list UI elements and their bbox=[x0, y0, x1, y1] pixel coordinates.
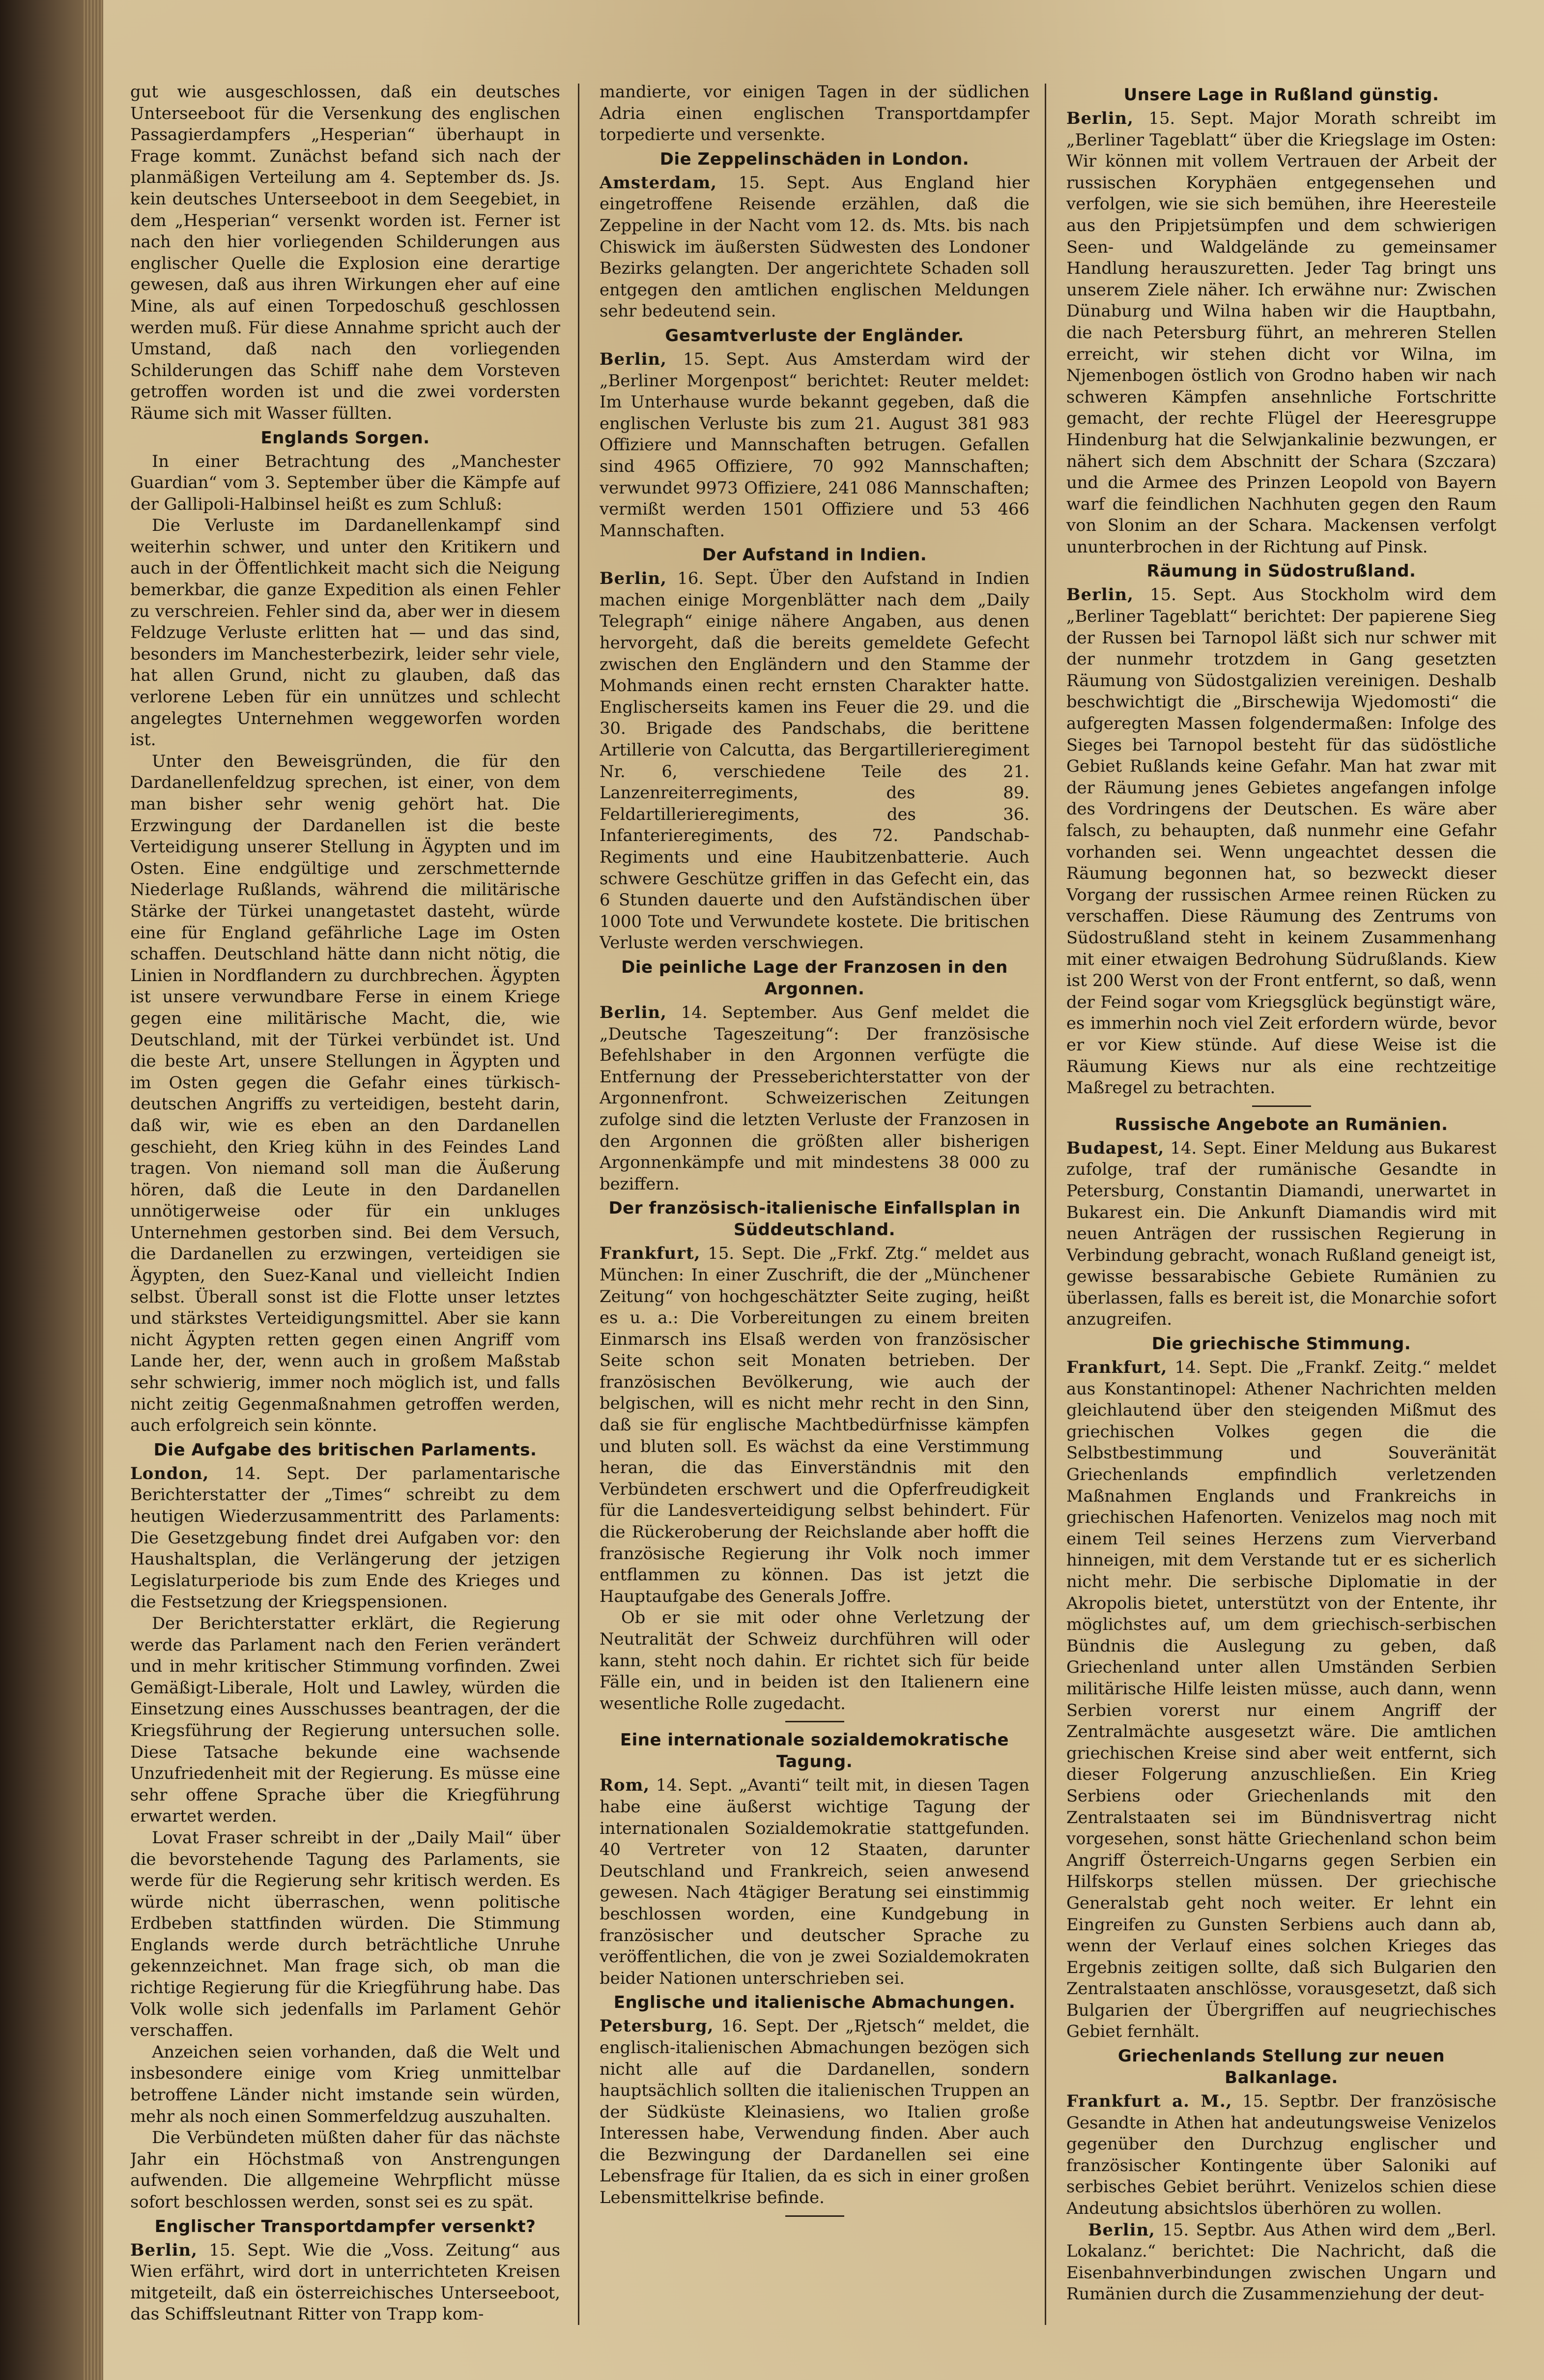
article-paragraph bbox=[600, 1774, 1029, 1989]
dateline: Frankfurt, bbox=[1066, 1357, 1168, 1377]
article-paragraph bbox=[130, 751, 560, 1436]
article-paragraph bbox=[600, 1607, 1029, 1714]
article-headline: Englischer Transportdampfer versenkt? bbox=[154, 2216, 536, 2236]
article-paragraph bbox=[130, 451, 560, 515]
article-paragraph bbox=[130, 81, 560, 424]
dateline: Petersburg, bbox=[600, 2016, 714, 2036]
dateline: Frankfurt a. M., bbox=[1066, 2091, 1232, 2111]
article-paragraph bbox=[1066, 1137, 1496, 1330]
paragraph-text: 15. Septbr. Der französische Gesandte in Athen hat andeutungsweise Venizelos gegenüber den Durchzug englischer und französischer Kontingente über Saloniki auf serbisches Gebiet berührt. Venizelos schien diese Andeutung absichtslos überhören zu wollen. bbox=[1066, 2091, 1496, 2218]
article-paragraph bbox=[1066, 1357, 1496, 2042]
paragraph-text: 15. Septbr. Aus Athen wird dem „Berl. Lokalanz.“ berichtet: Die Nachricht, daß die Eisenbahnverbindungen zwischen Ungarn und Rumänien durch die Zusammenziehung der deut- bbox=[1066, 2220, 1496, 2304]
article-headline: Eine internationale sozialdemokratische Tagung. bbox=[620, 1730, 1009, 1772]
dateline: Berlin, bbox=[600, 348, 667, 369]
section-separator bbox=[785, 1721, 844, 1722]
dateline: Berlin, bbox=[1066, 584, 1134, 605]
column-1 bbox=[130, 81, 560, 2337]
article-headline: Der französisch-italienische Einfallsplan in Süddeutschland. bbox=[608, 1198, 1021, 1240]
paragraph-text: 15. Sept. Wie die „Voss. Zeitung“ aus Wien erfährt, wird dort in unterrichteten Kreisen mitgeteilt, daß ein österreichisches Unterseeboot, das Schiffsleutnant Ritter von Trapp kom- bbox=[130, 2240, 560, 2324]
dateline: Berlin, bbox=[130, 2239, 198, 2260]
article-headline: Russische Angebote an Rumänien. bbox=[1115, 1114, 1448, 1134]
article-headline: Englands Sorgen. bbox=[260, 428, 430, 448]
article-paragraph bbox=[600, 1002, 1029, 1194]
article-paragraph bbox=[1066, 108, 1496, 557]
article-paragraph bbox=[600, 348, 1029, 541]
paragraph-text: 14. Sept. Der parlamentarische Berichterstatter der „Times“ schreibt zu dem heutigen Wiederzusammentritt des Parlaments: Die Gesetzgebung findet drei Aufgaben vor: den Haushaltsplan, die Verlängerung der jetzigen Legislaturperiode bis zum Ende des Krieges und die Festsetzung der Kriegspensionen. bbox=[130, 1463, 560, 1612]
paragraph-text: Unter den Beweisgründen, die für den Dardanellenfeldzug sprechen, ist einer, von dem man bisher sehr wenig gehört hat. Die Erzwingung der Dardanellen ist die beste Verteidigung unserer Stellung in Ägypten und im Osten. Eine endgültige und zerschmetternde Niederlage Rußlands, während die militärische Stärke der Türkei unangetastet dasteht, würde eine für England gefährliche Lage im Osten schaffen. Deutschland hätte dann nicht nötig, die Linien in Nordflandern zu durchbrechen. Ägypten ist unsere verwundbare Ferse in einem Kriege gegen eine militärische Macht, die, wie Deutschland, mit der Türkei verbündet ist. Und die beste Art, unsere Stellungen in Ägypten und im Osten gegen die Gefahr eines türkisch-deutschen Angriffs zu verteidigen, besteht darin, daß wir, wie es eben an den Dardanellen geschieht, den Krieg kühn in des Feindes Land tragen. Von niemand soll man die Äußerung hören, daß die Leute in den Dardanellen unnötigerweise oder für ein unkluges Unternehmen gestorben sind. Bei dem Versuch, die Dardanellen zu erzwingen, verteidigen sie Ägypten, den Suez-Kanal und vielleicht Indien selbst. Überall sonst ist die Flotte unser letztes und stärkstes Verteidigungsmittel. Aber sie kann nicht Ägypten retten gegen einen Angriff vom Lande her, der, wenn auch in großem Maßstab sehr schwierig, immer noch möglich ist, und falls nicht zeitig Gegenmaßnahmen getroffen werden, auch erfolgreich sein könnte. bbox=[130, 751, 560, 1435]
column-rule bbox=[1045, 84, 1046, 2325]
dateline: Budapest, bbox=[1066, 1137, 1165, 1158]
dateline: Amsterdam, bbox=[600, 172, 717, 192]
article-headline: Die griechische Stimmung. bbox=[1151, 1334, 1411, 1354]
article-headline: Die Zeppelinschäden in London. bbox=[659, 149, 970, 169]
article-headline: Räumung in Südostrußland. bbox=[1146, 561, 1416, 581]
paragraph-text: Die Verluste im Dardanellenkampf sind weiterhin schwer, und unter den Kritikern und auch in der Öffentlichkeit macht sich die Neigung bemerkbar, die ganze Expedition als einen Fehler zu verschreien. Fehler sind da, aber wer in diesem Feldzuge Verluste erlitten hat — und das sind, besonders im Manchesterbezirk, leider sehr viele, hat allen Grund, nicht zu glauben, daß das verlorene Leben für ein unnützes und schlecht angelegtes Unternehmen weggeworfen worden ist. bbox=[130, 516, 560, 750]
article-paragraph bbox=[130, 2041, 560, 2127]
article-paragraph bbox=[1066, 2090, 1496, 2219]
article-headline: Der Aufstand in Indien. bbox=[702, 545, 927, 565]
dateline: Berlin, bbox=[600, 568, 667, 588]
paragraph-text: 14. Sept. „Avanti“ teilt mit, in diesen Tagen habe eine äußerst wichtige Tagung der internationalen Sozialdemokratie stattgefunden. 40 Vertreter von 12 Staaten, darunter Deutschland und Frankreich, seien anwesend gewesen. Nach 4tägiger Beratung sei einstimmig beschlossen worden, eine Kundgebung in französischer und deutscher Sprache zu veröffentlichen, die von je zwei Sozialdemokraten beider Nationen unterschrieben sei. bbox=[600, 1775, 1029, 1988]
section-separator bbox=[1252, 1105, 1311, 1107]
article-paragraph bbox=[600, 568, 1029, 954]
column-rule bbox=[578, 84, 579, 2325]
paragraph-text: 15. Sept. Aus Stockholm wird dem „Berliner Tageblatt“ berichtet: Der papierene Sieg der Russen bei Tarnopol läßt sich nur schwer mit der nunmehr trotzdem in Gang gesetzten Räumung von Südostgalizien vereinigen. Deshalb beschwichtigt die „Birschewija Wjedomosti“ die aufgeregten Massen folgendermaßen: Infolge des Sieges bei Tarnopol besteht für das südöstliche Gebiet Rußlands keine Gefahr. Man hat zwar mit der Räumung jenes Gebietes angefangen infolge des Vordringens der Deutschen. Es wäre aber falsch, zu behaupten, daß nunmehr eine Gefahr vorhanden sei. Wenn ungeachtet dessen die Räumung begonnen hat, so bezweckt dieser Vorgang der russischen Armee reinen Rücken zu verschaffen. Diese Räumung des Zentrums von Südostrußland steht in keinem Zusammenhang mit einer etwaigen Bedrohung Südrußlands. Kiew ist 200 Werst von der Front entfernt, so daß, wenn der Feind sogar vom Kriegsglück begünstigt wäre, es immerhin noch viel Zeit erfordern würde, bevor er vor Kiew stünde. Auf diese Weise ist die Räumung Kiews nur als eine rechtzeitige Maßregel zu betrachten. bbox=[1066, 585, 1496, 1098]
column-3 bbox=[1066, 81, 1496, 2337]
dateline: Rom, bbox=[600, 1775, 650, 1795]
article-paragraph bbox=[600, 81, 1029, 145]
paragraph-text: gut wie ausgeschlossen, daß ein deutsches Unterseeboot für die Versenkung des englischen Passagierdampfers „Hesperian“ überhaupt in Frage kommt. Zunächst befand sich nach der planmäßigen Verteilung am 4. September ds. Js. kein deutsches Unterseeboot in dem Seegebiet, in dem „Hesperian“ versenkt worden ist. Ferner ist nach den hier vorliegenden Schilderungen aus englischer Quelle die Explosion eine derartige gewesen, daß aus ihren Wirkungen eher auf eine Mine, als auf einen Torpedoschuß geschlossen werden muß. Für diese Annahme spricht auch der Umstand, daß nach den vorliegenden Schilderungen das Schiff nahe dem Vorsteven getroffen worden ist und die zwei vordersten Räume sich mit Wasser füllten. bbox=[130, 82, 560, 423]
dateline: Frankfurt, bbox=[600, 1243, 701, 1263]
dateline: Berlin, bbox=[1066, 108, 1134, 128]
paragraph-text: Die Verbündeten müßten daher für das nächste Jahr ein Höchstmaß von Anstrengungen aufwenden. Die allgemeine Wehrpflicht müsse sofort beschlossen werden, sonst sei es zu spät. bbox=[130, 2128, 560, 2211]
dateline: Berlin, bbox=[1087, 2219, 1155, 2239]
article-headline: Englische und italienische Abmachungen. bbox=[613, 1993, 1016, 2013]
article-paragraph bbox=[130, 1827, 560, 2041]
paragraph-text: 16. Sept. Über den Aufstand in Indien machen einige Morgenblätter nach dem „Daily Telegraph“ einige nähere Angaben, aus denen hervorgeht, daß die bereits gemeldete Gefecht zwischen den Engländern und den Stamme der Mohmands einen recht ernsten Charakter hatte. Englischerseits kamen ins Feuer die 29. und die 30. Brigade des Pandschabs, die berittene Artillerie von Calcutta, das Bergartillerieregiment Nr. 6, verschiedene Teile des 21. Lanzenreiterregiments, des 89. Feldartillerieregiments, des 36. Infanterieregiments, des 72. Pandschab-Regiments und eine Haubitzenbatterie. Auch schwere Geschütze griffen in das Gefecht ein, das 6 Stunden dauerte und den Aufständischen über 1000 Tote und Verwundete kostete. Die britischen Verluste werden verschwiegen. bbox=[600, 569, 1029, 953]
article-headline: Griechenlands Stellung zur neuen Balkanlage. bbox=[1117, 2046, 1445, 2088]
section-separator bbox=[785, 2215, 844, 2217]
article-paragraph bbox=[130, 2239, 560, 2325]
paragraph-text: 15. Sept. Die „Frkf. Ztg.“ meldet aus München: In einer Zuschrift, die der „Münchener Zeitung“ von hochgeschätzter Seite zuging, heißt es u. a.: Die Vorbereitungen zu einem breiten Einmarsch ins Elsaß werden von französischer Seite schon seit Monaten betrieben. Der französischen Bevölkerung, wie auch der belgischen, will es nicht mehr recht in den Sinn, daß sie für englische Machtbedürfnisse kämpfen und bluten soll. Es wächst da eine Verstimmung heran, die das Einverständnis mit den Verbündeten erschwert und die Opferfreudigkeit für die Landesverteidigung selbst behindert. Für die Rückeroberung der Reichslande aber hofft die französische Regierung ihr Volk noch immer entflammen zu können. Das ist jetzt die Hauptaufgabe des Generals Joffre. bbox=[600, 1244, 1029, 1606]
paragraph-text: 15. Sept. Aus Amsterdam wird der „Berliner Morgenpost“ berichtet: Reuter meldet: Im Unterhause wurde bekannt gegeben, daß die englischen Verluste bis zum 21. August 381 983 Offiziere und Mannschaften betrugen. Gefallen sind 4965 Offiziere, 70 992 Mannschaften; verwundet 9973 Offiziere, 241 086 Mannschaften; vermißt werden 1501 Offiziere und 53 466 Mannschaften. bbox=[600, 349, 1029, 540]
article-headline: Gesamtverluste der Engländer. bbox=[665, 325, 964, 346]
paragraph-text: Anzeichen seien vorhanden, daß die Welt und insbesondere einige vom Krieg unmittelbar betroffene Länder nicht imstande sein würden, mehr als noch einen Sommerfeldzug auszuhalten. bbox=[130, 2042, 560, 2126]
paragraph-text: 15. Sept. Major Morath schreibt im „Berliner Tageblatt“ über die Kriegslage im Osten: Wir können mit vollem Vertrauen der Arbeit der russischen Koryphäen entgegensehen und verfolgen, wie sie sich bemühen, ihre Heeresteile aus den Pripjetsümpfen und dem schwierigen Seen- und Waldgelände zu gemeinsamer Handlung herauszuretten. Jeder Tag bringt uns unserem Ziele näher. Ich erwähne nur: Zwischen Dünaburg und Wilna haben wir die Hauptbahn, die nach Petersburg führt, an mehreren Stellen erreicht, wir stehen dicht vor Wilna, im Njemenbogen östlich von Grodno haben wir nach schweren Kämpfen ansehnliche Fortschritte gemacht, der rechte Flügel der Heeresgruppe Hindenburg hat die Selwjankalinie bezwungen, er nähert sich dem Abschnitt der Schara (Szczara) und die Armee des Prinzen Leopold von Bayern warf die feindlichen Nachhuten gegen den Raum von Slonim an der Schara. Mackensen verfolgt ununterbrochen in der Richtung auf Pinsk. bbox=[1066, 109, 1496, 556]
dateline: London, bbox=[130, 1463, 209, 1483]
paragraph-text: 14. Sept. Einer Meldung aus Bukarest zufolge, traf der rumänische Gesandte in Petersburg, Constantin Diamandi, unerwartet in Bukarest ein. Die Ankunft Diamandis wird mit neuen Anträgen der russischen Regierung in Verbindung gebracht, wonach Rußland geneigt ist, gewisse bessarabische Gebiete Rumänien zu überlassen, falls es bereit ist, die Monarchie sofort anzugreifen. bbox=[1066, 1138, 1496, 1329]
article-paragraph bbox=[130, 1613, 560, 1827]
paragraph-text: 15. Sept. Aus England hier eingetroffene Reisende erzählen, daß die Zeppeline in der Nacht vom 12. ds. Mts. bis nach Chiswick im äußersten Südwesten des Londoner Bezirks gelangten. Der angerichtete Schaden soll entgegen den amtlichen englischen Meldungen sehr bedeutend sein. bbox=[600, 173, 1029, 321]
article-paragraph bbox=[1066, 2219, 1496, 2305]
paragraph-text: mandierte, vor einigen Tagen in der südlichen Adria einen englischen Transportdampfer torpedierte und versenkte. bbox=[600, 82, 1029, 145]
article-paragraph bbox=[130, 515, 560, 751]
article-headline: Die peinliche Lage der Franzosen in den Argonnen. bbox=[621, 957, 1008, 999]
paragraph-text: 14. Sept. Die „Frankf. Zeitg.“ meldet aus Konstantinopel: Athener Nachrichten melden gleichlautend über den steigenden Mißmut des griechischen Volkes gegen die die Selbstbestimmung und Souveränität Griechenlands empfindlich verletzenden Maßnahmen Englands und Frankreichs in griechischen Hafenorten. Venizelos mag noch mit einem Teil seines Herzens zum Vierverband hinneigen, mit dem Verstande tut er es sicherlich nicht mehr. Die serbische Diplomatie in der Akropolis bietet, unterstützt von der Entente, ihr möglichstes auf, um dem griechisch-serbischen Bündnis die Auslegung zu geben, daß Griechenland unter allen Umständen Serbien militärische Hilfe leisten müsse, auch dann, wenn Serbien vorerst nur einem Angriff der Zentralmächte ausgesetzt wäre. Die amtlichen griechischen Kreise sind aber weit entfernt, sich dieser Folgerung anzuschließen. Ein Krieg Serbiens oder Griechenlands mit den Zentralstaaten sei im Bündnisvertrag nicht vorgesehen, sonst hätte Griechenland schon beim Angriff Österreich-Ungarns gegen Serbien ein Hilfskorps stellen müssen. Der griechische Generalstab geht noch weiter. Er lehnt ein Eingreifen zu Gunsten Serbiens auch dann ab, wenn der Verlauf eines solchen Krieges das Ergebnis zeitigen sollte, daß sich Bulgarien den Zentralstaaten anschlösse, vorausgesetzt, daß sich Bulgarien der Übergriffen auf neugriechisches Gebiet fernhält. bbox=[1066, 1358, 1496, 2041]
article-paragraph bbox=[130, 1463, 560, 1613]
article-paragraph bbox=[600, 172, 1029, 322]
column-2 bbox=[600, 81, 1029, 2337]
dateline: Berlin, bbox=[600, 1002, 667, 1022]
paragraph-text: Der Berichterstatter erklärt, die Regierung werde das Parlament nach den Ferien verändert und in mehr kritischer Stimmung vorfinden. Zwei Gemäßigt-Liberale, Holt und Lawley, würden die Einsetzung eines Ausschusses beantragen, der die Kriegsführung der Regierung untersuchen solle. Diese Tatsache bekunde eine wachsende Unzufriedenheit mit der Regierung. Es müsse eine sehr offene Sprache über die Kriegführung erwartet werden. bbox=[130, 1613, 560, 1826]
article-headline: Unsere Lage in Rußland günstig. bbox=[1123, 85, 1439, 105]
paragraph-text: 16. Sept. Der „Rjetsch“ meldet, die englisch-italienischen Abmachungen bezögen sich nicht alle auf die Dardanellen, sondern hauptsächlich sollten die italienischen Truppen an der Südküste Kleinasiens, wo Italien große Interessen habe, Verwendung finden. Aber auch die Bezwingung der Dardanellen sei eine Lebensfrage für Italien, da es sich in einer großen Lebensmittelkrise befinde. bbox=[600, 2016, 1029, 2207]
paragraph-text: Lovat Fraser schreibt in der „Daily Mail“ über die bevorstehende Tagung des Parlaments, sie werde für die Regierung sehr kritisch werden. Es würde nicht überraschen, wenn politische Erdbeben stattfinden würden. Die Stimmung Englands werde durch beträchtliche Unruhe gekennzeichnet. Man frage sich, ob man die richtige Regierung für die Kriegführung habe. Das Volk wolle sich jedenfalls im Parlament Gehör verschaffen. bbox=[130, 1828, 560, 2040]
book-binding-edge bbox=[0, 0, 103, 2380]
paragraph-text: In einer Betrachtung des „Manchester Guardian“ vom 3. September über die Kämpfe auf der Gallipoli-Halbinsel heißt es zum Schluß: bbox=[130, 451, 560, 514]
article-paragraph bbox=[600, 1243, 1029, 1607]
article-paragraph bbox=[600, 2015, 1029, 2208]
paragraph-text: Ob er sie mit oder ohne Verletzung der Neutralität der Schweiz durchführen will oder kann, steht noch dahin. Er richtet sich für beide Fälle ein, und in beiden ist den Italienern eine wesentliche Rolle zugedacht. bbox=[600, 1608, 1029, 1713]
newspaper-page bbox=[103, 0, 1544, 2380]
article-paragraph bbox=[130, 2127, 560, 2212]
article-headline: Die Aufgabe des britischen Parlaments. bbox=[153, 1440, 537, 1460]
article-paragraph bbox=[1066, 584, 1496, 1098]
paragraph-text: 14. September. Aus Genf meldet die „Deutsche Tageszeitung“: Der französische Befehlshaber in den Argonnen verfügte die Entfernung der Presseberichterstatter von der Argonnenfront. Schweizerischen Zeitungen zufolge sind die letzten Verluste der Franzosen in den Argonnen die größten aller bisherigen Argonnenkämpfe und mit mindestens 38 000 zu beziffern. bbox=[600, 1002, 1029, 1193]
